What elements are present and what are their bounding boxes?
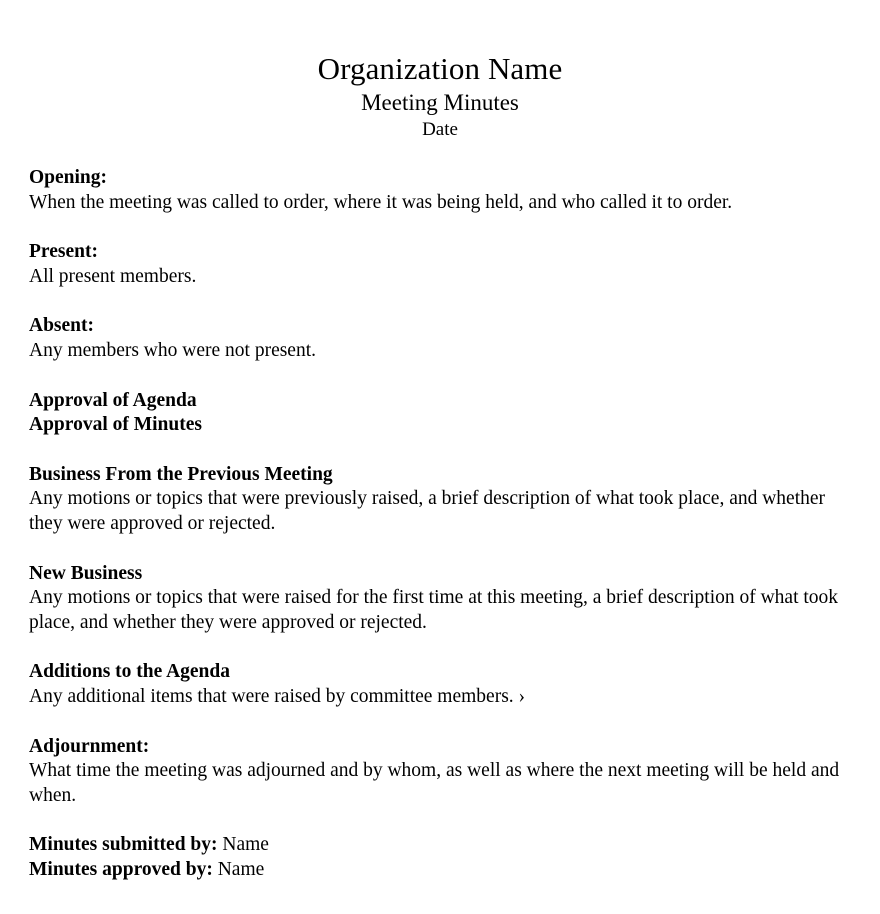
section-text: What time the meeting was adjourned and by whom, as well as where the next meeting will be held and when. (29, 760, 840, 806)
section-text: When the meeting was called to order, where it was being held, and who called it to order. (29, 191, 733, 213)
section-heading-approval-of-minutes: Approval of Minutes (29, 414, 202, 436)
document-subtitle: Meeting Minutes (361, 90, 519, 115)
section-heading: Opening: (29, 167, 108, 188)
section-text: Any motions or topics that were previously raised, a brief description of what took place, and whether they were approved or rejected. (29, 488, 826, 534)
minutes-submitted-by-value: Name (222, 834, 269, 856)
document-body (29, 166, 851, 882)
organization-name-title: Organization Name (317, 51, 563, 86)
document-date-label: Date (422, 119, 458, 140)
section-additions-to-the-agenda (29, 660, 851, 709)
section-heading: Adjournment: (29, 735, 150, 757)
section-absent (29, 314, 851, 363)
section-opening (29, 166, 851, 215)
section-text: Any additional items that were raised by committee members. › (29, 685, 526, 707)
section-text: All present members. (29, 265, 197, 287)
minutes-approved-by-line (29, 858, 851, 883)
section-heading: Business From the Previous Meeting (29, 463, 333, 485)
section-heading: Absent: (29, 315, 95, 337)
document-header (29, 0, 851, 143)
section-present (29, 240, 851, 289)
document-footer (29, 833, 851, 882)
section-adjournment (29, 735, 851, 809)
section-text: Any members who were not present. (29, 339, 317, 361)
minutes-approved-by-label: Minutes approved by: (29, 858, 213, 880)
minutes-submitted-by-label: Minutes submitted by: (29, 834, 218, 856)
section-approvals (29, 389, 851, 438)
section-heading: Present: (29, 241, 98, 263)
section-business-from-previous-meeting (29, 463, 851, 537)
section-new-business (29, 562, 851, 636)
minutes-submitted-by-line (29, 833, 851, 858)
minutes-approved-by-value: Name (217, 858, 265, 880)
section-heading: New Business (29, 562, 143, 584)
section-heading: Additions to the Agenda (29, 661, 230, 683)
section-heading-approval-of-agenda: Approval of Agenda (29, 389, 197, 411)
section-text: Any motions or topics that were raised for the first time at this meeting, a brief description of what took place, and whether they were approved or rejected. (29, 587, 839, 633)
